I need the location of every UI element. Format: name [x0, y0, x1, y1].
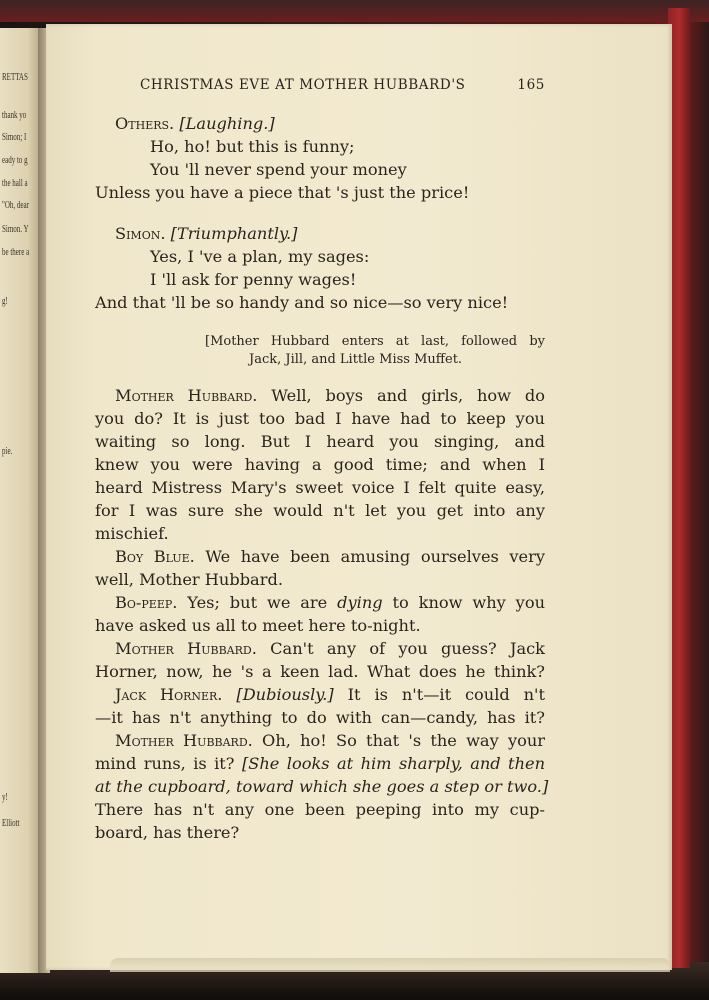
speaker-name: Mother Hubbard.	[115, 731, 253, 750]
facing-page-edge	[0, 28, 40, 973]
dialogue-line: knew you were having a good time; and when I	[95, 455, 545, 474]
dialogue-block	[95, 384, 549, 844]
facing-page-fragment: the hall a	[2, 178, 28, 189]
dialogue-line: waiting so long. But I heard you singing, and	[95, 432, 545, 451]
speaker-name: Simon.	[115, 224, 166, 243]
facing-page-fragment: pie.	[2, 446, 13, 457]
dialogue-line: Mother Hubbard. Well, boys and girls, how do	[115, 386, 545, 405]
dialogue-line: Boy Blue. We have been amusing ourselves very	[115, 547, 545, 566]
dialogue-line: you do? It is just too bad I have had to keep you	[95, 409, 545, 428]
running-header	[140, 77, 545, 93]
stage-direction-inline: [Laughing.]	[179, 114, 275, 133]
facing-page-fragment: y!	[2, 792, 8, 803]
dialogue-line: —it has n't anything to do with can—candy, has it?	[95, 708, 545, 727]
cover-top-edge	[0, 0, 709, 22]
facing-page-fragment: "Oh, dear	[2, 200, 29, 211]
facing-page-fragment: Simon. Y	[2, 224, 29, 235]
facing-page-fragment: Simon; I	[2, 132, 27, 143]
speaker-name: Others.	[115, 114, 175, 133]
dialogue-line: There has n't any one been peeping into my cup-	[95, 800, 545, 819]
facing-page-fragment: thank yo	[2, 110, 27, 121]
facing-page-fragment: be there a	[2, 247, 30, 258]
verse-line: You 'll never spend your money	[150, 160, 407, 179]
speaker-name: Boy Blue.	[115, 547, 195, 566]
dialogue-line: Horner, now, he 's a keen lad. What does he think?	[95, 662, 545, 681]
verse-line: Ho, ho! but this is funny;	[150, 137, 355, 156]
stage-direction-block	[205, 333, 545, 369]
verse-others	[95, 112, 545, 204]
stage-direction-line: [Mother Hubbard enters at last, followed by	[205, 334, 545, 349]
dialogue-line: mind runs, is it? [She looks at him sharply, and then	[95, 754, 545, 773]
facing-page-fragment: g!	[2, 296, 8, 307]
dialogue-line: have asked us all to meet here to-night.	[95, 616, 421, 635]
speaker-name: Bo-peep.	[115, 593, 178, 612]
facing-page-fragment: eady to g	[2, 155, 28, 166]
facing-page-fragment: RETTAS	[2, 72, 28, 83]
dialogue-line: heard Mistress Mary's sweet voice I felt quite easy,	[95, 478, 545, 497]
dialogue-line: Mother Hubbard. Oh, ho! So that 's the way your	[115, 731, 546, 750]
dialogue-line: Mother Hubbard. Can't any of you guess? Jack	[115, 639, 545, 658]
page-curl-shadow	[110, 958, 670, 972]
dialogue-line: at the cupboard, toward which she goes a step or two.]	[95, 777, 549, 796]
running-title: CHRISTMAS EVE AT MOTHER HUBBARD'S	[140, 77, 466, 93]
verse-line: And that 'll be so handy and so nice—so very nice!	[95, 293, 509, 312]
verse-line: I 'll ask for penny wages!	[150, 270, 357, 289]
dialogue-line: well, Mother Hubbard.	[95, 570, 283, 589]
speaker-name: Jack Horner.	[115, 685, 223, 704]
verse-simon	[95, 222, 545, 314]
dialogue-line: mischief.	[95, 524, 169, 543]
verse-line: Yes, I 've a plan, my sages:	[150, 247, 370, 266]
stage-direction-line: Jack, Jill, and Little Miss Muffet.	[249, 352, 463, 367]
dialogue-line: Jack Horner. [Dubiously.] It is n't—it could n't	[115, 685, 546, 704]
dialogue-line: Bo-peep. Yes; but we are dying to know why you	[115, 593, 545, 612]
speaker-name: Mother Hubbard.	[115, 639, 257, 658]
stage-direction-inline: [Triumphantly.]	[170, 224, 298, 243]
speaker-name: Mother Hubbard.	[115, 386, 258, 405]
dialogue-line: board, has there?	[95, 823, 240, 842]
page-number: 165	[517, 77, 545, 93]
verse-line: Unless you have a piece that 's just the price!	[95, 183, 470, 202]
dialogue-line: for I was sure she would n't let you get into any	[95, 501, 545, 520]
facing-page-fragment: Elliott	[2, 818, 20, 829]
